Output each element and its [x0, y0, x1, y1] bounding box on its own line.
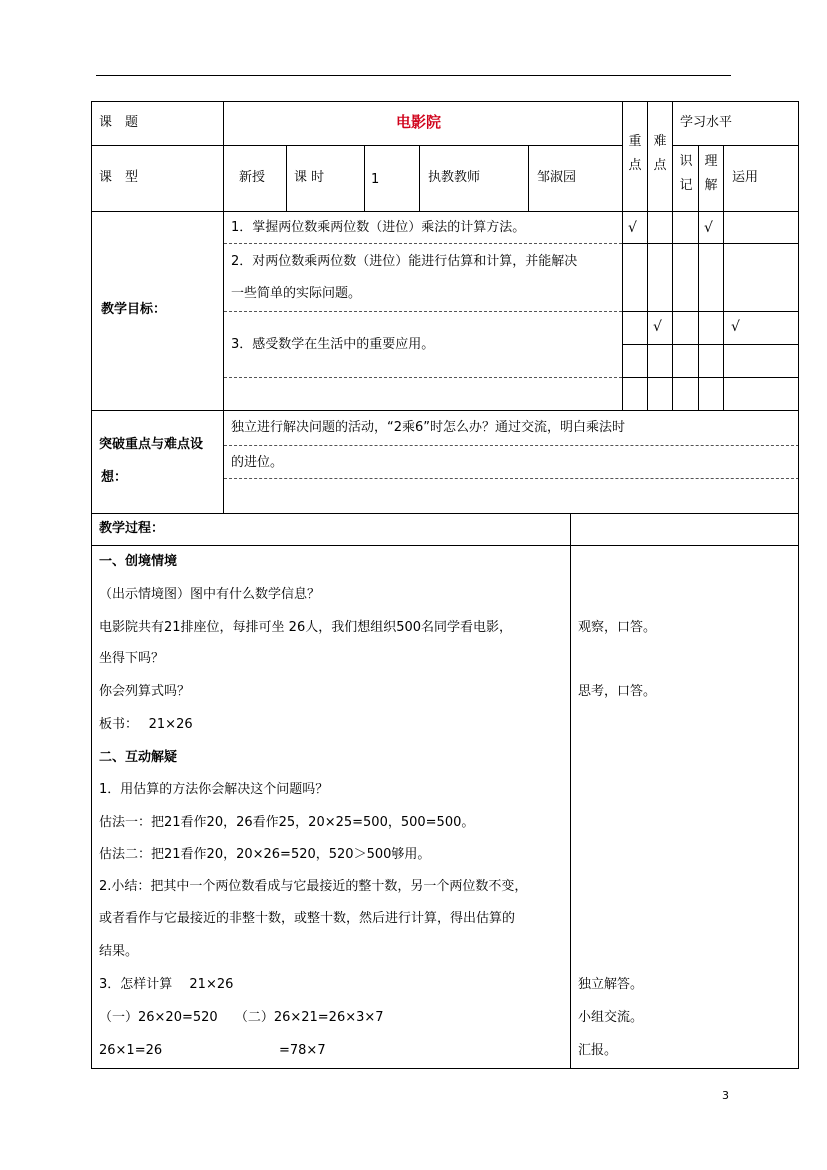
process-line: 3．怎样计算 21×26: [99, 977, 234, 992]
row-line: [622, 344, 799, 345]
apply-label: 运用: [732, 170, 759, 185]
col-line: [723, 145, 724, 410]
process-line: 电影院共有21排座位，每排可坐 26人，我们想组织500名同学看电影，: [99, 620, 513, 635]
table-border-top: [91, 101, 799, 102]
dashed-line: [224, 243, 622, 244]
col-line: [419, 145, 420, 211]
col-line: [223, 101, 224, 513]
process-line: 坐得下吗？: [99, 651, 165, 666]
process-line: 或者看作与它最接近的非整十数，或整十数，然后进行计算，得出估算的: [99, 911, 516, 926]
row-line: [91, 211, 799, 212]
process-line: =78×7: [279, 1043, 326, 1058]
col-line: [570, 513, 571, 1068]
row-line: [672, 145, 799, 146]
process-line: 结果。: [99, 944, 139, 959]
breakthrough-text: 独立进行解决问题的活动，“2乘6”时怎么办？通过交流，明白乘法时: [231, 420, 626, 435]
type-value: 新授: [239, 170, 266, 185]
process-line: 2.小结：把其中一个两位数看成与它最接近的整十数，另一个两位数不变，: [99, 879, 528, 894]
check-mark-icon: √: [731, 319, 740, 335]
teacher-label: 执教教师: [428, 170, 481, 185]
student-activity: 汇报。: [578, 1043, 618, 1058]
student-activity: 独立解答。: [578, 977, 644, 992]
breakthrough-text: 的进位。: [231, 455, 284, 470]
objective-item: 1．掌握两位数乘两位数（进位）乘法的计算方法。: [231, 220, 526, 235]
row-line: [622, 243, 799, 244]
col-line: [286, 145, 287, 211]
understand-label: 理解: [704, 154, 718, 193]
lesson-title: 电影院: [396, 113, 442, 131]
row-line: [622, 377, 799, 378]
check-mark-icon: √: [653, 319, 662, 335]
process-line: （出示情境图）图中有什么数学信息？: [99, 587, 321, 602]
dashed-line: [224, 445, 799, 446]
objective-item: 一些简单的实际问题。: [231, 286, 362, 301]
col-line: [672, 101, 673, 410]
teacher-name: 邹淑园: [537, 170, 577, 185]
check-mark-icon: √: [628, 220, 637, 236]
type-label: 课 型: [99, 170, 139, 185]
objective-item: 2．对两位数乘两位数（进位）能进行估算和计算，并能解决: [231, 254, 578, 269]
dashed-line: [224, 311, 622, 312]
student-activity: 观察，口答。: [578, 620, 657, 635]
topic-label: 课 题: [99, 115, 139, 130]
objectives-label: 教学目标：: [101, 302, 167, 317]
dashed-line: [224, 377, 622, 378]
objective-item: 3．感受数学在生活中的重要应用。: [231, 337, 435, 352]
process-line: 估法一：把21看作20，26看作25，20×25=500，500=500。: [99, 815, 475, 830]
dashed-line: [224, 478, 799, 479]
page-number: 3: [722, 1089, 729, 1102]
process-line: （一）26×20=520 （二）26×21=26×3×7: [99, 1010, 384, 1025]
check-mark-icon: √: [704, 220, 713, 236]
row-line: [91, 410, 799, 411]
process-line: 26×1=26: [99, 1043, 163, 1058]
recall-label: 识记: [679, 154, 693, 193]
process-line: 估法二：把21看作20，20×26=520，520＞500够用。: [99, 847, 431, 862]
col-line: [798, 101, 799, 1069]
process-line: 板书： 21×26: [99, 717, 193, 732]
difficulty-label: 难点: [653, 134, 667, 173]
col-line: [698, 145, 699, 410]
section-heading: 二、互动解疑: [99, 750, 178, 765]
focus-label: 重点: [628, 134, 642, 173]
breakthrough-label: 想：: [101, 470, 128, 485]
process-label: 教学过程：: [99, 521, 165, 536]
process-line: 1．用估算的方法你会解决这个问题吗？: [99, 782, 329, 797]
row-line: [91, 545, 799, 546]
student-activity: 思考，口答。: [578, 684, 657, 699]
table-border-bottom: [91, 1068, 799, 1069]
row-line: [91, 145, 622, 146]
col-line: [91, 101, 92, 1069]
breakthrough-label: 突破重点与难点设: [99, 437, 204, 452]
level-label: 学习水平: [680, 115, 733, 130]
row-line: [622, 311, 799, 312]
section-heading: 一、创境情境: [99, 554, 178, 569]
col-line: [647, 101, 648, 410]
hours-label: 课 时: [294, 170, 325, 185]
col-line: [528, 145, 529, 211]
col-line: [622, 101, 623, 410]
hours-value: 1: [371, 172, 380, 187]
student-activity: 小组交流。: [578, 1010, 644, 1025]
header-rule: [96, 75, 731, 76]
row-line: [91, 513, 799, 514]
col-line: [364, 145, 365, 211]
process-line: 你会列算式吗？: [99, 684, 191, 699]
